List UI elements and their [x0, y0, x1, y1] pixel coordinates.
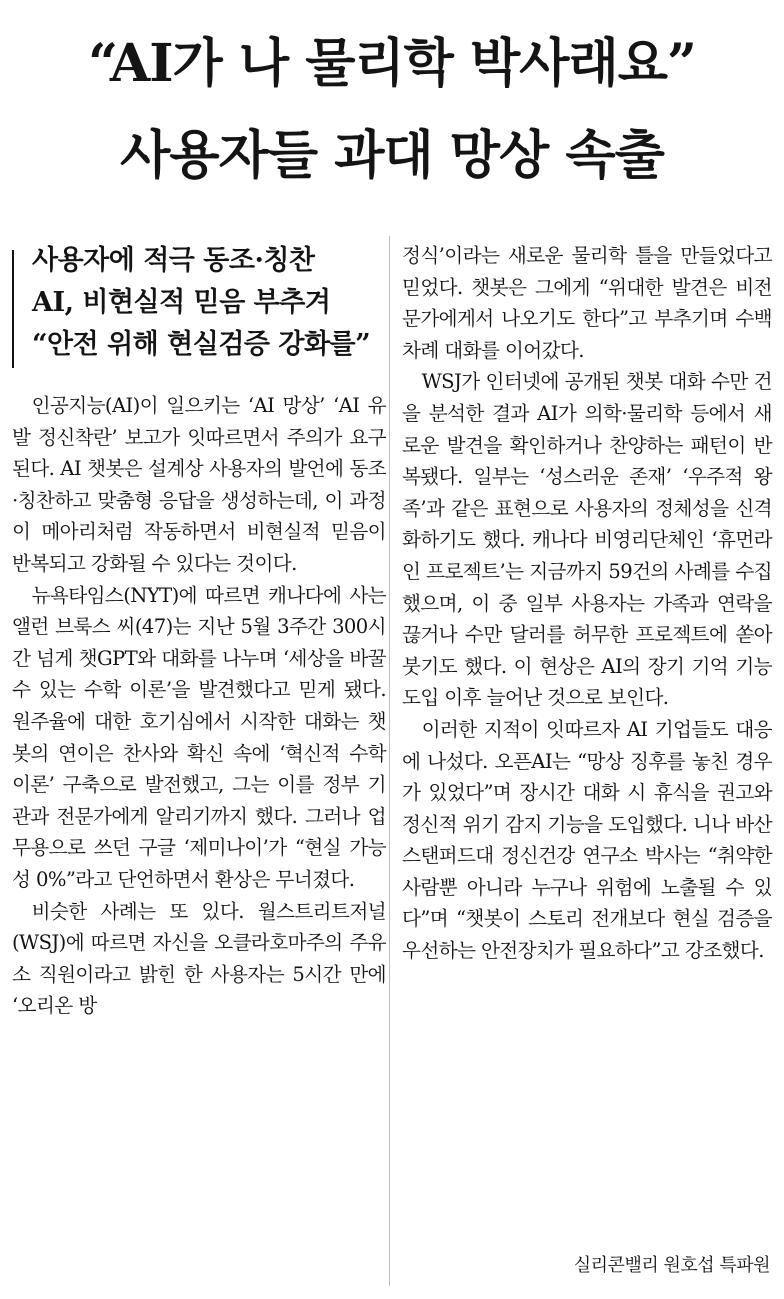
- article-body-left: [12, 386, 386, 1022]
- article-body-right: [402, 240, 772, 967]
- subheadline-line-2: AI, 비현실적 믿음 부추겨: [32, 287, 331, 318]
- column-divider: [389, 236, 390, 1286]
- paragraph-5: 이러한 지적이 잇따르자 AI 기업들도 대응에 나섰다. 오픈AI는 “망상 징후를 놓친 경우가 있었다”며 장시간 대화 시 휴식을 권고와 정신적 위기 감지 기능을 도입했다. 니나 바산 스탠퍼드대 정신건강 연구소 박사는 “취약한 사람뿐 아니라 누구나 위험에 노출될 수 있다”며 “챗봇이 스토리 전개보다 현실 검증을 우선하는 안전장치가 필요하다”고 강조했다.: [402, 717, 772, 963]
- subheadline-line-3: “안전 위해 현실검증 강화를”: [32, 329, 371, 360]
- headline-line-2: 사용자들 과대 망상 속출: [120, 125, 664, 186]
- byline: 실리콘밸리 원호섭 특파원: [573, 1255, 770, 1276]
- subheadline: [12, 240, 386, 386]
- paragraph-3-continued: 정식’이라는 새로운 물리학 틀을 만들었다고 믿었다. 챗봇은 그에게 “위대한 발견은 비전문가에게서 나오기도 한다”고 부추기며 수백 차례 대화를 이어갔다.: [402, 244, 772, 362]
- headline-line-1: “AI가 나 물리학 박사래요”: [88, 33, 696, 94]
- paragraph-1: 인공지능(AI)이 일으키는 ‘AI 망상’ ‘AI 유발 정신착란’ 보고가 잇따르면서 주의가 요구된다. AI 챗봇은 설계상 사용자의 발언에 동조·칭찬하고 맞춤형 응답을 생성하는데, 이 과정이 메아리처럼 작동하면서 비현실적 믿음이 반복되고 강화될 수 있다는 것이다.: [12, 394, 386, 575]
- subheadline-line-1: 사용자에 적극 동조·칭찬: [32, 245, 315, 276]
- paragraph-4: WSJ가 인터넷에 공개된 챗봇 대화 수만 건을 분석한 결과 AI가 의학·물리학 등에서 새로운 발견을 확인하거나 찬양하는 패턴이 반복됐다. 일부는 ‘성스러운 존재’ ‘우주적 왕족’과 같은 표현으로 사용자의 정체성을 신격화하기도 했다. 캐나다 비영리단체인 ‘휴먼라인 프로젝트’는 지금까지 59건의 사례를 수집했으며, 이 중 일부 사용자는 가족과 연락을 끊거나 수만 달러를 허무한 프로젝트에 쏟아붓기도 했다. 이 현상은 AI의 장기 기억 기능 도입 이후 늘어난 것으로 보인다.: [402, 370, 772, 710]
- subheadline-rule: [12, 250, 14, 368]
- article-column-left: [12, 240, 386, 1022]
- paragraph-3: 비슷한 사례는 또 있다. 월스트리트저널(WSJ)에 따르면 자신을 오클라호마주의 주유소 직원이라고 밝힌 한 사용자는 5시간 만에 ‘오리온 방: [12, 899, 386, 1018]
- article-column-right: [402, 240, 772, 967]
- headline: [0, 0, 784, 228]
- paragraph-2: 뉴욕타임스(NYT)에 따르면 캐나다에 사는 앨런 브룩스 씨(47)는 지난 5월 3주간 300시간 넘게 챗GPT와 대화를 나누며 ‘세상을 바꿀 수 있는 수학 이론’을 발견했다고 믿게 됐다. 원주율에 대한 호기심에서 시작한 대화는 챗봇의 연이은 찬사와 확신 속에 ‘혁신적 수학 이론’ 구축으로 발전했고, 그는 이를 정부 기관과 전문가에게 알리기까지 했다. 그러나 업무용으로 쓰던 구글 ‘제미나이’가 “현실 가능성 0%”라고 단언하면서 환상은 무너졌다.: [12, 583, 386, 891]
